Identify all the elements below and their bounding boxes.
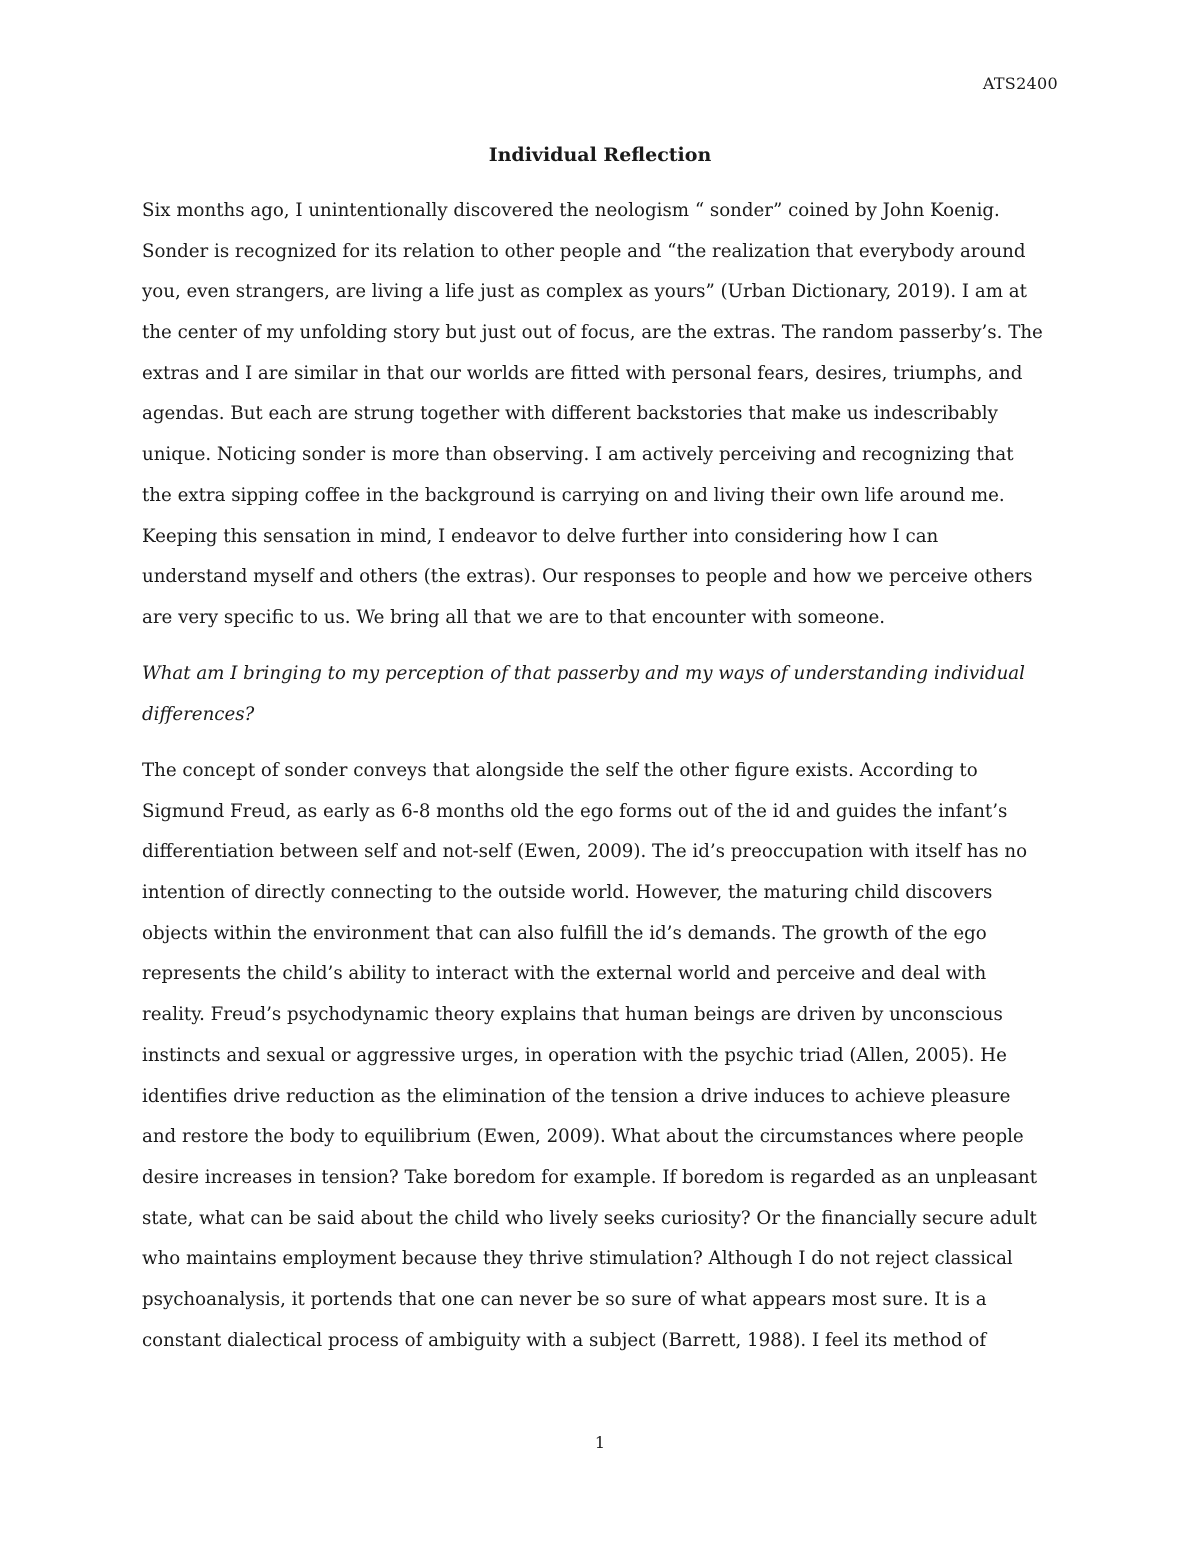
text-line: psychoanalysis, it portends that one can never be so sure of what appears most sure. It is a (142, 1288, 987, 1310)
text-line: The concept of sonder conveys that alongside the self the other figure exists. According to (142, 760, 978, 781)
text-line: identifies drive reduction as the elimination of the tension a drive induces to achieve pleasure (142, 1085, 1011, 1107)
text-line: who maintains employment because they thrive stimulation? Although I do not reject classical (142, 1248, 1013, 1270)
text-line: Sonder is recognized for its relation to other people and “the realization that everybody around (142, 240, 1026, 262)
text-line: you, even strangers, are living a life just as complex as yours” (Urban Dictionary, 2019). I am at (142, 281, 1027, 303)
paragraph-intro (142, 191, 1043, 639)
question-line: differences? (142, 703, 255, 725)
text-line: constant dialectical process of ambiguity with a subject (Barrett, 1988). I feel its method of (142, 1329, 987, 1351)
text-line: the center of my unfolding story but just out of focus, are the extras. The random passerby’s. The (142, 322, 1043, 344)
text-line: understand myself and others (the extras). Our responses to people and how we perceive others (142, 566, 1033, 588)
running-head: ATS2400 (982, 74, 1058, 93)
text-line: extras and I are similar in that our worlds are fitted with personal fears, desires, triumphs, and (142, 362, 1023, 384)
section-question (142, 654, 1025, 735)
text-line: unique. Noticing sonder is more than observing. I am actively perceiving and recognizing that (142, 444, 1014, 466)
text-line: differentiation between self and not-self (Ewen, 2009). The id’s preoccupation with itself has no (142, 841, 1028, 863)
text-line: Keeping this sensation in mind, I endeavor to delve further into considering how I can (142, 525, 939, 547)
text-line: and restore the body to equilibrium (Ewen, 2009). What about the circumstances where people (142, 1126, 1024, 1148)
paragraph-freud (142, 751, 1037, 1361)
text-line: reality. Freud’s psychodynamic theory explains that human beings are driven by unconscious (142, 1004, 1003, 1026)
text-line: state, what can be said about the child who lively seeks curiosity? Or the financially secure adult (142, 1207, 1037, 1229)
text-line: represents the child’s ability to interact with the external world and perceive and deal with (142, 963, 987, 985)
text-line: agendas. But each are strung together with different backstories that make us indescribably (142, 403, 998, 425)
page-number: 1 (594, 1433, 606, 1452)
text-line: objects within the environment that can also fulfill the id’s demands. The growth of the ego (142, 922, 987, 944)
text-line: the extra sipping coffee in the background is carrying on and living their own life around me. (142, 484, 1005, 506)
text-line: are very specific to us. We bring all that we are to that encounter with someone. (142, 606, 886, 628)
text-line: intention of directly connecting to the outside world. However, the maturing child discovers (142, 882, 993, 904)
text-line: Sigmund Freud, as early as 6-8 months old the ego forms out of the id and guides the infant’s (142, 800, 1008, 822)
text-line: Six months ago, I unintentionally discovered the neologism “ sonder” coined by John Koenig. (142, 200, 1000, 221)
document-title: Individual Reflection (488, 144, 712, 166)
text-line: instincts and sexual or aggressive urges, in operation with the psychic triad (Allen, 2005). He (142, 1044, 1007, 1066)
text-line: desire increases in tension? Take boredom for example. If boredom is regarded as an unpleasant (142, 1166, 1038, 1188)
question-line: What am I bringing to my perception of that passerby and my ways of understanding individual (142, 663, 1025, 684)
